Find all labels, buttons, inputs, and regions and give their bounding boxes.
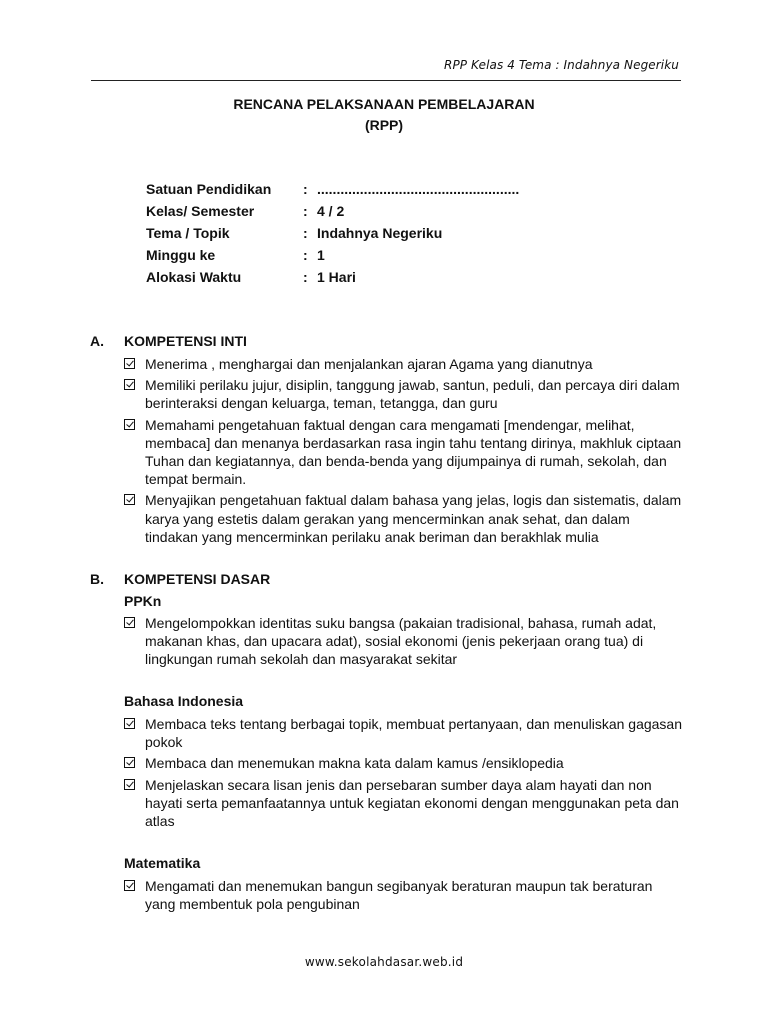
info-value: 1 [317, 247, 325, 263]
info-row-tema [146, 225, 519, 247]
list-item [124, 416, 684, 489]
list-item [124, 754, 684, 772]
info-row-satuan [146, 181, 519, 203]
checked-box-icon [124, 416, 145, 434]
list-item-text: Mengelompokkan identitas suku bangsa (pakaian tradisional, bahasa, rumah adat, makanan khas, dan upacara adat), sosial ekonomi (jenis pekerjaan orang tua) di lingkungan rumah sekolah dan masyarakat sekitar [145, 615, 657, 668]
info-colon: : [303, 269, 308, 285]
page-footer: www.sekolahdasar.web.id [304, 955, 464, 969]
list-item [124, 715, 684, 751]
info-colon: : [303, 181, 308, 197]
info-row-kelas [146, 203, 519, 225]
checked-box-icon [124, 754, 145, 772]
list-item [124, 376, 684, 412]
info-colon: : [303, 247, 308, 263]
identity-table [146, 181, 519, 291]
info-value: 1 Hari [317, 269, 356, 285]
section-b-heading [90, 571, 270, 587]
section-title: KOMPETENSI DASAR [124, 571, 271, 587]
kompetensi-inti-list [124, 355, 684, 549]
section-letter: B. [90, 571, 104, 587]
info-colon: : [303, 203, 308, 219]
info-label: Tema / Topik [146, 225, 230, 241]
list-item [124, 491, 684, 546]
subject-matematika: Matematika [124, 855, 201, 871]
checked-box-icon [124, 355, 145, 373]
checked-box-icon [124, 614, 145, 632]
info-label: Alokasi Waktu [146, 269, 242, 285]
info-value: .................................................... [317, 181, 520, 197]
subject-bahasa-indonesia: Bahasa Indonesia [124, 693, 244, 709]
list-item [124, 877, 684, 913]
checked-box-icon [124, 491, 145, 509]
list-item-text: Membaca dan menemukan makna kata dalam kamus /ensiklopedia [145, 755, 564, 772]
section-letter: A. [90, 333, 104, 349]
section-title: KOMPETENSI INTI [124, 333, 247, 349]
document-title: RENCANA PELAKSANAAN PEMBELAJARAN [233, 96, 535, 112]
section-a-heading [90, 333, 247, 349]
checked-box-icon [124, 776, 145, 794]
list-item-text: Mengamati dan menemukan bangun segibanyak beraturan maupun tak beraturan yang membentuk pola pengubinan [145, 878, 653, 913]
info-label: Minggu ke [146, 247, 216, 263]
checked-box-icon [124, 877, 145, 895]
page-header: RPP Kelas 4 Tema : Indahnya Negeriku [444, 58, 679, 72]
checked-box-icon [124, 376, 145, 394]
matematika-list [124, 877, 684, 916]
info-row-minggu [146, 247, 519, 269]
header-divider [91, 80, 681, 81]
list-item [124, 355, 684, 373]
checked-box-icon [124, 715, 145, 733]
list-item [124, 614, 684, 669]
list-item-text: Menerima , menghargai dan menjalankan ajaran Agama yang dianutnya [145, 356, 593, 372]
info-value: Indahnya Negeriku [317, 225, 443, 241]
list-item-text: Memahami pengetahuan faktual dengan cara mengamati [mendengar, melihat, membaca] dan menanya berdasarkan rasa ingin tahu tentang dirinya, makhluk ciptaan Tuhan dan kegiatannya, dan benda-benda yang dijumpainya di rumah, sekolah, dan tempat bermain. [145, 416, 682, 488]
subject-ppkn: PPKn [124, 593, 162, 609]
list-item-text: Membaca teks tentang berbagai topik, membuat pertanyaan, dan menuliskan gagasan pokok [145, 716, 683, 751]
info-value: 4 / 2 [317, 203, 345, 219]
info-label: Satuan Pendidikan [146, 181, 272, 197]
ppkn-list [124, 614, 684, 672]
bahasa-list [124, 715, 684, 833]
info-row-alokasi [146, 269, 519, 291]
list-item-text: Memiliki perilaku jujur, disiplin, tanggung jawab, santun, peduli, dan percaya diri dalam berinteraksi dengan keluarga, teman, tetangga, dan guru [145, 377, 680, 412]
list-item-text: Menyajikan pengetahuan faktual dalam bahasa yang jelas, logis dan sistematis, dalam karya yang estetis dalam gerakan yang mencerminkan anak sehat, dan dalam tindakan yang mencerminkan perilaku anak beriman dan berakhlak mulia [145, 492, 682, 545]
list-item-text: Menjelaskan secara lisan jenis dan persebaran sumber daya alam hayati dan non hayati serta pemanfaatannya untuk kegiatan ekonomi dengan menggunakan peta dan atlas [145, 776, 679, 830]
list-item [124, 776, 684, 831]
document-subtitle: (RPP) [364, 117, 404, 133]
info-label: Kelas/ Semester [146, 203, 255, 219]
info-colon: : [303, 225, 308, 241]
